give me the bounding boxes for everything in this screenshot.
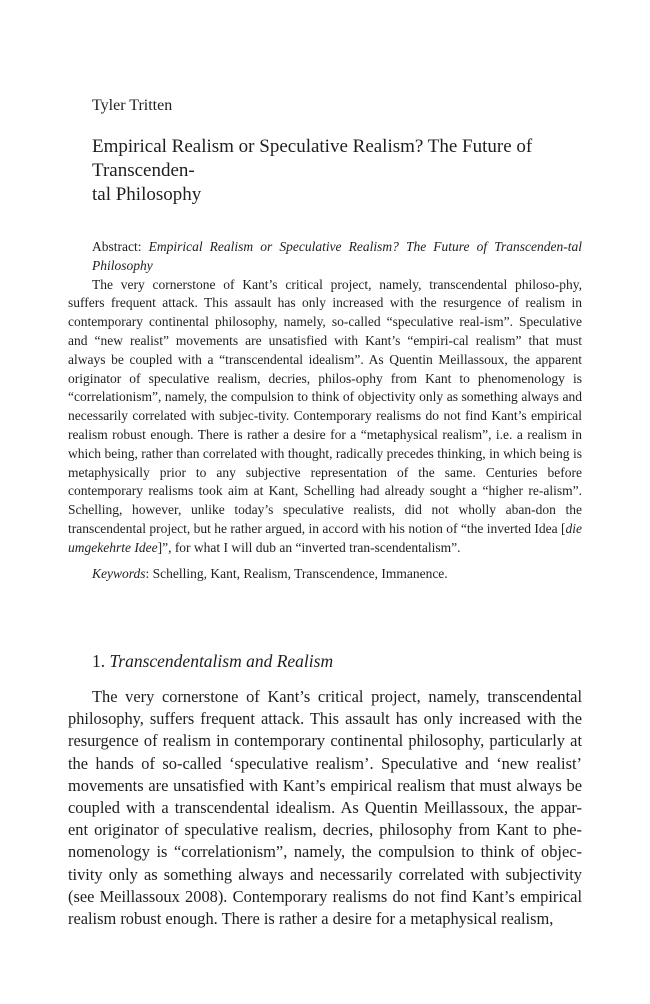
abstract-body-part-2: ]”, for what I will dub an “inverted tran-scendentalism”. [157, 539, 461, 555]
section-body [68, 686, 582, 930]
abstract-heading [68, 238, 582, 276]
section-heading [92, 650, 333, 672]
abstract-label: Abstract: [92, 239, 149, 254]
section-paragraph: The very cornerstone of Kant’s critical project, namely, transcendental philosophy, suffers frequent attack. This assault has only increased with the resurgence of realism in contemporary continental philosophy, particularly at the hands of so-called ‘speculative realism’. Speculative and ‘new realist’ movements are unsatisfied with Kant’s empirical realism that must always be coupled with a transcendental idealism. As Quentin Meillassoux, the appar-ent originator of speculative realism, decries, philosophy from Kant to phe-nomenology is “correlationism”, namely, the compulsion to think of objec-tivity only as something always and necessarily correlated with subjectivity (see Meillassoux 2008). Contemporary realisms do not find Kant’s empirical realism robust enough. There is rather a desire for a metaphysical realism, [68, 687, 582, 929]
section-number: 1. [92, 651, 110, 671]
abstract-italic-title: Empirical Realism or Speculative Realism? The Future of Transcenden-tal Philosophy [92, 239, 582, 273]
paper-title-line-1: Empirical Realism or Speculative Realism? The Future of Transcenden- [92, 136, 533, 181]
paper-title [92, 135, 582, 207]
section-title: Transcendentalism and Realism [109, 651, 334, 671]
keywords-label: Keywords [92, 565, 146, 581]
keywords-line [68, 565, 582, 584]
abstract-body [68, 276, 582, 558]
author-name: Tyler Tritten [92, 97, 173, 114]
paper-title-line-2: tal Philosophy [92, 184, 202, 205]
abstract-body-part-1: The very cornerstone of Kant’s critical project, namely, transcendental philoso-phy, suffers frequent attack. This assault has only increased with the resurgence of realism in contemporary continental philosophy, namely, so-called “speculative real-ism”. Speculative and “new realist” movements are unsatisfied with Kant’s “empiri-cal realism” that must always be coupled with a “transcendental idealism”. As Quentin Meillassoux, the apparent originator of speculative realism, decries, philos-ophy from Kant to phenomenology is “correlationism”, namely, the compulsion to think of objectivity only as something always and necessarily correlated with subjec-tivity. Contemporary realisms do not find Kant’s empirical realism robust enough. There is rather a desire for a “metaphysical realism”, i.e. a realism in which being, rather than correlated with thought, radically precedes thinking, in which being is metaphysically prior to any subjective representation of the same. Centuries before contemporary realisms took aim at Kant, Schelling had already sought a “higher re-alism”. Schelling, however, unlike today’s speculative realists, did not wholly aban-don the transcendental project, but he rather argued, in accord with his notion of “the inverted Idea [ [68, 276, 582, 536]
keywords-list: : Schelling, Kant, Realism, Transcendence, Immanence. [145, 565, 448, 581]
abstract-block [68, 238, 582, 583]
abstract-body-italic: die umgekehrte Idee [68, 520, 582, 555]
